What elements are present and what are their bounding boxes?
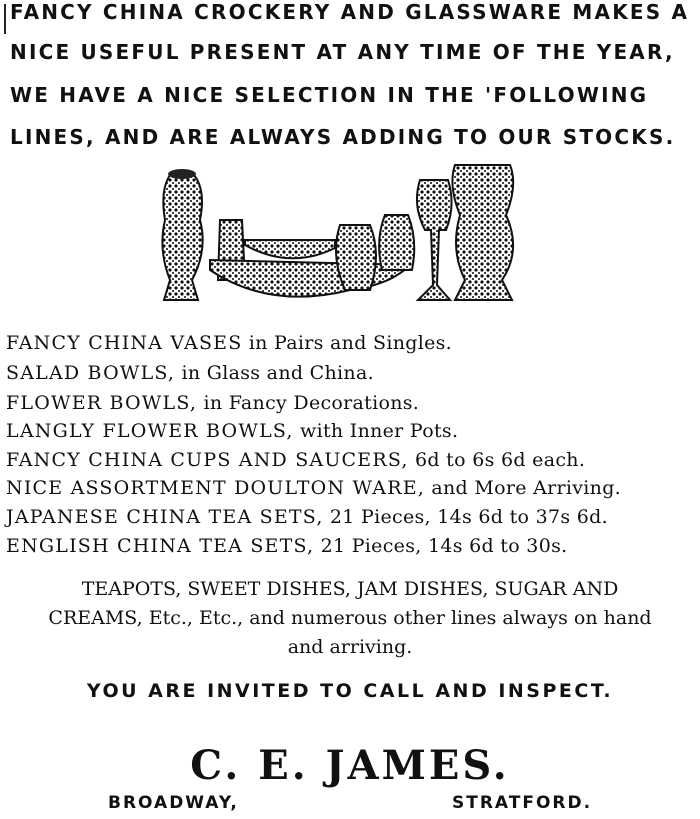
headline-line-1: FANCY CHINA CROCKERY AND GLASSWARE MAKES A [10,0,690,24]
list-item: FLOWER BOWLS, in Fancy Decorations. [6,392,420,414]
china-vases-illustration [150,160,530,310]
closing-line-2: CREAMS, Etc., Etc., and numerous other lines always on hand [48,607,652,629]
list-item: ENGLISH CHINA TEA SETS, 21 Pieces, 14s 6d to 30s. [6,535,568,557]
list-item: NICE ASSORTMENT DOULTON WARE, and More Arriving. [6,477,621,499]
goblet-shape [417,180,452,300]
column-rule [4,4,6,34]
bowl-shape [210,260,410,297]
list-item: JAPANESE CHINA TEA SETS, 21 Pieces, 14s 6d to 37s 6d. [6,506,608,528]
headline-line-3: WE HAVE A NICE SELECTION IN THE 'FOLLOWING [10,83,649,107]
list-item: FANCY CHINA CUPS AND SAUCERS, 6d to 6s 6d each. [6,449,586,471]
vase-shape [452,165,513,300]
merchant-town: STRATFORD. [452,793,593,813]
closing-line-3: and arriving. [287,636,413,658]
headline-line-4: LINES, AND ARE ALWAYS ADDING TO OUR STOCKS. [10,125,676,149]
list-item: FANCY CHINA VASES in Pairs and Singles. [6,332,453,354]
closing-line-1: TEAPOTS, SWEET DISHES, JAM DISHES, SUGAR AND [81,578,619,600]
vase-shape [162,175,202,300]
headline-line-2: NICE USEFUL PRESENT AT ANY TIME OF THE YEAR, [10,40,675,64]
vase-shape [336,225,376,290]
invitation-text: YOU ARE INVITED TO CALL AND INSPECT. [86,680,614,702]
merchant-name: C. E. JAMES. [190,742,510,789]
bowl-shape [245,240,335,258]
vase-shape [379,215,414,270]
merchant-street: BROADWAY, [108,793,239,813]
vase-shape [168,169,196,179]
list-item: LANGLY FLOWER BOWLS, with Inner Pots. [6,420,459,442]
list-item: SALAD BOWLS, in Glass and China. [6,362,374,384]
